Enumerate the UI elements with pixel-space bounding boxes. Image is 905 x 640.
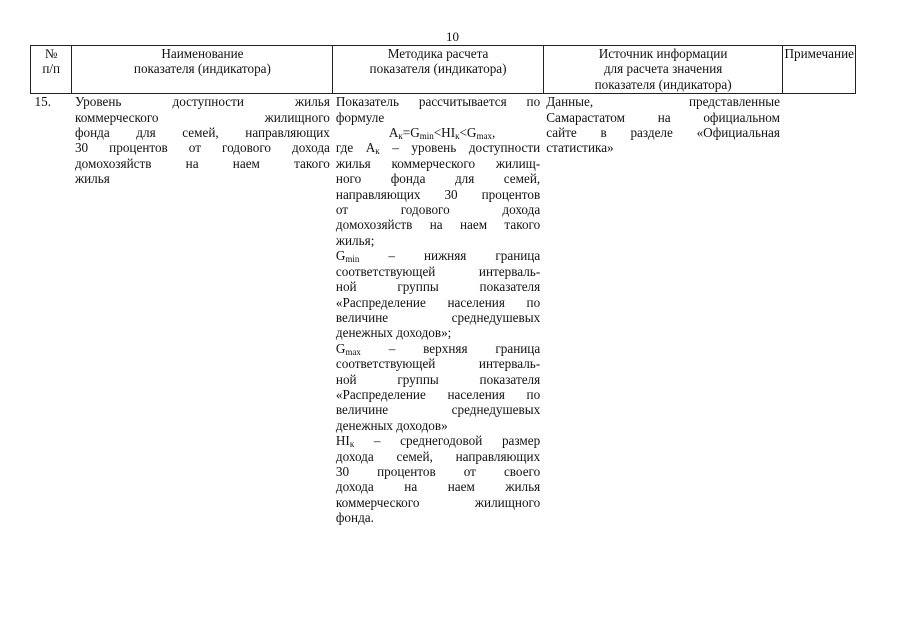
table-body bbox=[31, 94, 856, 526]
where-line: жилья коммерческого жилищ- bbox=[335, 155, 541, 171]
formula: $A_к=G_{min}<HI_к<G_{max}$, bbox=[388, 125, 496, 142]
header-num bbox=[31, 46, 72, 94]
header-method-line: показателя (индикатора) bbox=[369, 61, 507, 77]
header-row bbox=[31, 46, 856, 94]
hi-line: дохода на наем жилья bbox=[335, 479, 541, 495]
header-source-line: Источник информации bbox=[598, 46, 728, 61]
name-line: домохозяйств на наем такого bbox=[74, 155, 330, 171]
source-line: статистика» bbox=[546, 140, 614, 156]
gmax-line: величине среднедушевых bbox=[335, 402, 541, 418]
header-name-line: показателя (индикатора) bbox=[133, 61, 271, 77]
page-number: 10 bbox=[446, 29, 459, 44]
source-line: Самарастатом на официальном bbox=[546, 109, 780, 125]
indicator-name bbox=[72, 94, 333, 526]
hi-definition: $HI_к$ – среднегодовой размер bbox=[335, 433, 541, 450]
hi-line: фонда. bbox=[335, 510, 374, 526]
where-line: жилья; bbox=[335, 232, 375, 248]
where-line: от годового дохода bbox=[335, 202, 541, 218]
name-line: жилья bbox=[74, 171, 110, 187]
gmax-line: «Распределение населения по bbox=[335, 386, 541, 402]
header-name bbox=[72, 46, 333, 94]
gmin-line: «Распределение населения по bbox=[335, 294, 541, 310]
information-source bbox=[543, 94, 783, 526]
header-source bbox=[543, 46, 783, 94]
name-line: коммерческого жилищного bbox=[74, 109, 330, 125]
header-name-line: Наименование bbox=[161, 46, 244, 61]
gmin-line: соответствующей интерваль- bbox=[335, 263, 541, 279]
gmax-line: денежных доходов» bbox=[335, 417, 448, 433]
header-num-line: № bbox=[44, 46, 58, 61]
gmin-line: величине среднедушевых bbox=[335, 309, 541, 325]
name-line: фонда для семей, направляющих bbox=[74, 125, 330, 141]
header-source-line: для расчета значения bbox=[603, 61, 723, 77]
source-line: сайте в разделе «Официальная bbox=[546, 125, 780, 141]
hi-line: коммерческого жилищного bbox=[335, 494, 541, 510]
header-method-line: Методика расчета bbox=[387, 46, 489, 61]
method-intro-line: Показатель рассчитывается по bbox=[335, 94, 541, 110]
gmax-line: ной группы показателя bbox=[335, 371, 541, 387]
method-intro-line: формуле bbox=[335, 109, 385, 125]
gmin-line: ной группы показателя bbox=[335, 279, 541, 295]
header-source-line: показателя (индикатора) bbox=[594, 76, 732, 92]
where-definition: где $A_к$ – уровень доступности bbox=[335, 140, 541, 157]
header-num-line: п/п bbox=[42, 61, 61, 77]
where-line: ного фонда для семей, bbox=[335, 171, 541, 187]
where-line: домохозяйств на наем такого bbox=[335, 217, 541, 233]
name-line: Уровень доступности жилья bbox=[74, 94, 330, 110]
calculation-method bbox=[333, 94, 543, 526]
hi-line: дохода семей, направляющих bbox=[335, 448, 541, 464]
table-header bbox=[31, 46, 856, 94]
header-method bbox=[333, 46, 543, 94]
gmax-line: соответствующей интерваль- bbox=[335, 356, 541, 372]
gmin-line: денежных доходов»; bbox=[335, 325, 452, 341]
source-line: Данные, представленные bbox=[546, 94, 780, 110]
where-line: направляющих 30 процентов bbox=[335, 186, 541, 202]
table-row bbox=[31, 94, 856, 526]
gmin-definition: $G_{min}$ – нижняя граница bbox=[335, 248, 541, 265]
row-number: 15. bbox=[34, 94, 51, 110]
gmax-definition: $G_{max}$ – верхняя граница bbox=[335, 340, 541, 357]
note-cell bbox=[783, 94, 856, 526]
header-note: Примечание bbox=[783, 46, 856, 94]
hi-line: 30 процентов от своего bbox=[335, 463, 541, 479]
name-line: 30 процентов от годового дохода bbox=[74, 140, 330, 156]
indicator-table bbox=[30, 45, 856, 526]
